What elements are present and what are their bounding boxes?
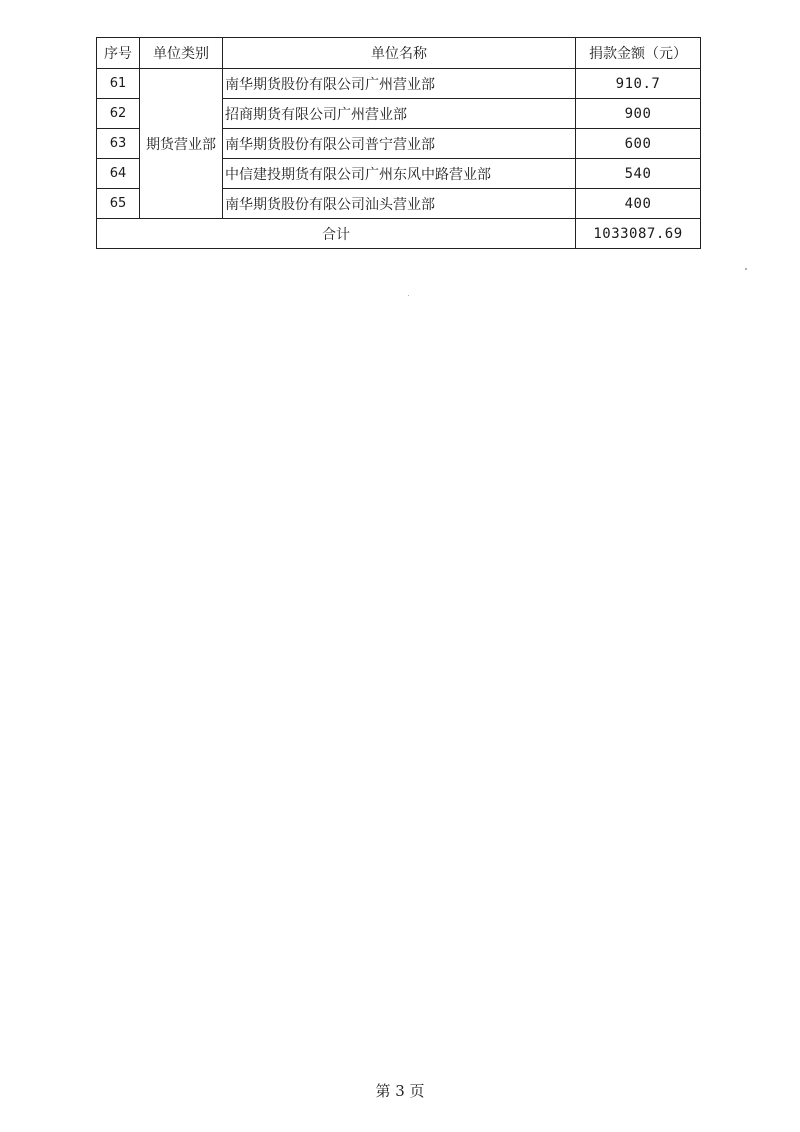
table-header-row: [97, 38, 701, 69]
scan-speck: [408, 295, 409, 296]
total-label: 合计: [97, 219, 576, 249]
row-unit-name: 中信建投期货有限公司广州东风中路营业部: [223, 159, 576, 189]
row-amount: 900: [576, 99, 701, 129]
row-seq: 63: [97, 129, 140, 159]
category-cell: 期货营业部: [140, 69, 223, 219]
row-seq: 65: [97, 189, 140, 219]
donation-table: [96, 37, 701, 249]
header-seq: 序号: [97, 38, 140, 69]
row-seq: 61: [97, 69, 140, 99]
row-amount: 400: [576, 189, 701, 219]
header-unit-name: 单位名称: [223, 38, 576, 69]
row-unit-name: 招商期货有限公司广州营业部: [223, 99, 576, 129]
row-amount: 600: [576, 129, 701, 159]
header-category: 单位类别: [140, 38, 223, 69]
scan-speck: [745, 268, 747, 270]
row-seq: 64: [97, 159, 140, 189]
row-seq: 62: [97, 99, 140, 129]
total-row: [97, 219, 701, 249]
page-number: 第 3 页: [375, 1082, 425, 1100]
table-row: [97, 69, 701, 99]
row-unit-name: 南华期货股份有限公司汕头营业部: [223, 189, 576, 219]
total-amount: 1033087.69: [576, 219, 701, 249]
row-unit-name: 南华期货股份有限公司普宁营业部: [223, 129, 576, 159]
row-amount: 910.7: [576, 69, 701, 99]
row-amount: 540: [576, 159, 701, 189]
header-amount: 捐款金额（元）: [576, 38, 701, 69]
row-unit-name: 南华期货股份有限公司广州营业部: [223, 69, 576, 99]
